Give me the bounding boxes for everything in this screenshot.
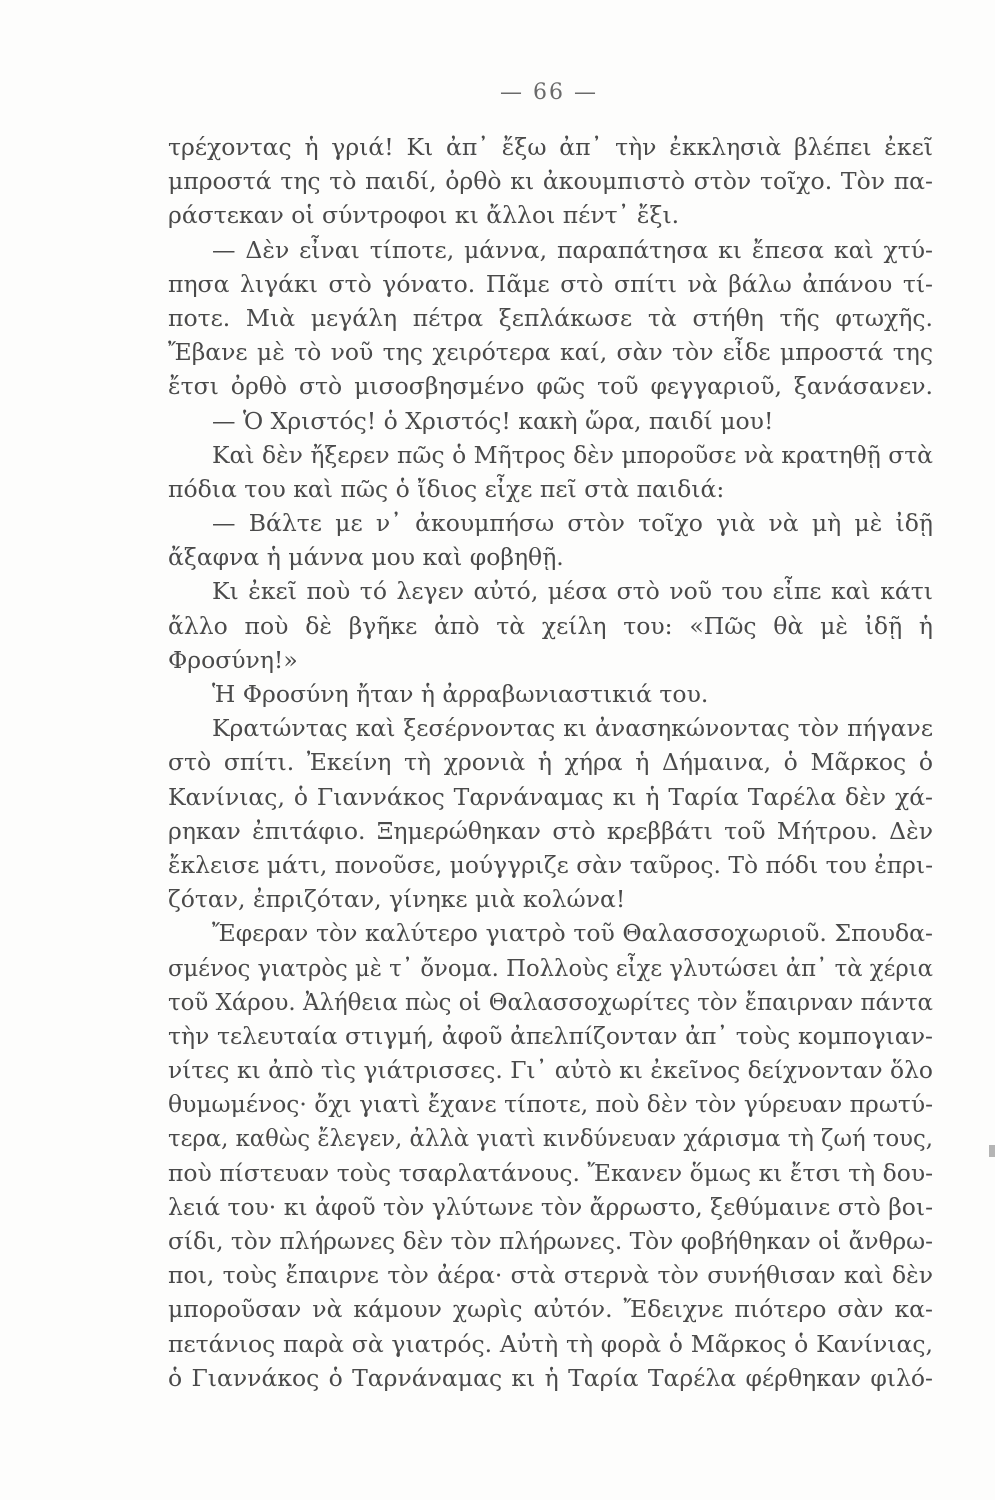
text-line: Ἔβανε μὲ τὸ νοῦ της χειρότερα καί, σὰν τὸν εἶδε μπροστά της: [168, 338, 933, 367]
text-line: τοῦ Χάρου. Ἀλήθεια πὼς οἱ Θαλασσοχωρίτες τὸν ἔπαιρναν πάντα: [168, 987, 933, 1016]
page-number: — 66 —: [500, 80, 598, 105]
text-line: ποι, τοὺς ἔπαιρνε τὸν ἀέρα· στὰ στερνὰ τὸν συνήθισαν καὶ δὲν: [168, 1261, 933, 1290]
text-line: Ἔφεραν τὸν καλύτερο γιατρὸ τοῦ Θαλασσοχωριοῦ. Σπουδα-: [212, 919, 933, 948]
text-line: Φροσύνη!»: [168, 645, 298, 674]
text-line: — Δὲν εἶναι τίποτε, μάννα, παραπάτησα κι ἔπεσα καὶ χτύ-: [212, 235, 933, 264]
text-line: ἄξαφνα ἡ μάννα μου καὶ φοβηθῇ.: [168, 543, 564, 572]
text-line: τρέχοντας ἡ γριά! Κι ἀπ᾽ ἔξω ἀπ᾽ τὴν ἐκκλησιὰ βλέπει ἐκεῖ: [168, 133, 933, 161]
text-line: ρηκαν ἐπιτάφιο. Ξημερώθηκαν στὸ κρεββάτι τοῦ Μήτρου. Δὲν: [168, 816, 933, 845]
text-line: θυμωμένος· ὄχι γιατὶ ἔχανε τίποτε, ποὺ δὲν τὸν γύρευαν πρωτύ-: [168, 1090, 933, 1119]
text-line: ἔτσι ὀρθὸ στὸ μισοσβησμένο φῶς τοῦ φεγγαριοῦ, ξανάσανεν.: [168, 372, 933, 401]
text-line: ζόταν, ἐπριζόταν, γίνηκε μιὰ κολώνα!: [168, 885, 626, 914]
text-line: στὸ σπίτι. Ἐκείνη τὴ χρονιὰ ἡ χήρα ἡ Δήμαινα, ὁ Μᾶρκος ὁ: [168, 748, 933, 777]
text-line: ράστεκαν οἱ σύντροφοι κι ἄλλοι πέντ᾽ ἔξι.: [168, 201, 680, 230]
text-line: λειά του· κι ἀφοῦ τὸν γλύτωνε τὸν ἄρρωστο, ξεθύμαινε στὸ βοι-: [168, 1192, 933, 1221]
text-line: τὴν τελευταία στιγμή, ἀφοῦ ἀπελπίζονταν ἀπ᾽ τοὺς κομπογιαν-: [168, 1021, 933, 1050]
text-line: Κανίνιας, ὁ Γιαννάκος Ταρνάναμας κι ἡ Ταρία Ταρέλα δὲν χά-: [168, 782, 933, 811]
text-line: Καὶ δὲν ἤξερεν πῶς ὁ Μῆτρος δὲν μποροῦσε νὰ κρατηθῇ στὰ: [212, 440, 933, 469]
text-line: ἄλλο ποὺ δὲ βγῆκε ἀπὸ τὰ χείλη του: «Πῶς θὰ μὲ ἰδῇ ἡ: [168, 611, 933, 640]
text-line: Κι ἐκεῖ ποὺ τό λεγεν αὐτό, μέσα στὸ νοῦ του εἶπε καὶ κάτι: [212, 577, 933, 606]
text-line: πησα λιγάκι στὸ γόνατο. Πᾶμε στὸ σπίτι νὰ βάλω ἀπάνου τί-: [168, 269, 933, 298]
text-line: μποροῦσαν νὰ κάμουν χωρὶς αὐτόν. Ἔδειχνε πιότερο σὰν κα-: [168, 1295, 933, 1324]
text-line: ποὺ πίστευαν τοὺς τσαρλατάνους. Ἔκανεν ὅμως κι ἔτσι τὴ δου-: [168, 1158, 933, 1187]
text-line: νίτες κι ἀπὸ τὶς γιάτρισσες. Γι᾽ αὐτὸ κι ἐκεῖνος δείχνονταν ὅλο: [168, 1056, 933, 1085]
text-line: ποτε. Μιὰ μεγάλη πέτρα ξεπλάκωσε τὰ στήθη τῆς φτωχῆς.: [168, 303, 933, 332]
body-text: [168, 130, 933, 1395]
text-line: πετάνιος παρὰ σὰ γιατρός. Αὐτὴ τὴ φορὰ ὁ Μᾶρκος ὁ Κανίνιας,: [168, 1329, 933, 1358]
text-line: Ἡ Φροσύνη ἤταν ἡ ἀρραβωνιαστικιά του.: [212, 680, 709, 708]
text-line: Κρατώντας καὶ ξεσέρνοντας κι ἀνασηκώνοντας τὸν πήγανε: [212, 714, 933, 743]
text-line: ὁ Γιαννάκος ὁ Ταρνάναμας κι ἡ Ταρία Ταρέλα φέρθηκαν φιλό-: [168, 1363, 933, 1392]
text-line: — Βάλτε με ν᾽ ἀκουμπήσω στὸν τοῖχο γιὰ νὰ μὴ μὲ ἰδῇ: [212, 509, 933, 538]
text-line: μπροστά της τὸ παιδί, ὀρθὸ κι ἀκουμπιστὸ στὸν τοῖχο. Τὸν πα-: [168, 167, 933, 196]
text-line: σμένος γιατρὸς μὲ τ᾽ ὄνομα. Πολλοὺς εἶχε γλυτώσει ἀπ᾽ τὰ χέρια: [168, 953, 933, 982]
text-line: — Ὁ Χριστός! ὁ Χριστός! κακὴ ὥρα, παιδί μου!: [212, 406, 774, 435]
text-line: ἔκλεισε μάτι, πονοῦσε, μούγγριζε σὰν ταῦρος. Τὸ πόδι του ἐπρι-: [168, 850, 933, 879]
margin-mark: [989, 1145, 995, 1157]
text-line: σίδι, τὸν πλήρωνες δὲν τὸν πλήρωνες. Τὸν φοβήθηκαν οἱ ἄνθρω-: [168, 1227, 933, 1255]
text-line: τερα, καθὼς ἔλεγεν, ἀλλὰ γιατὶ κινδύνευαν χάρισμα τὴ ζωή τους,: [168, 1124, 933, 1153]
text-line: πόδια του καὶ πῶς ὁ ἴδιος εἶχε πεῖ στὰ παιδιά:: [168, 474, 725, 503]
